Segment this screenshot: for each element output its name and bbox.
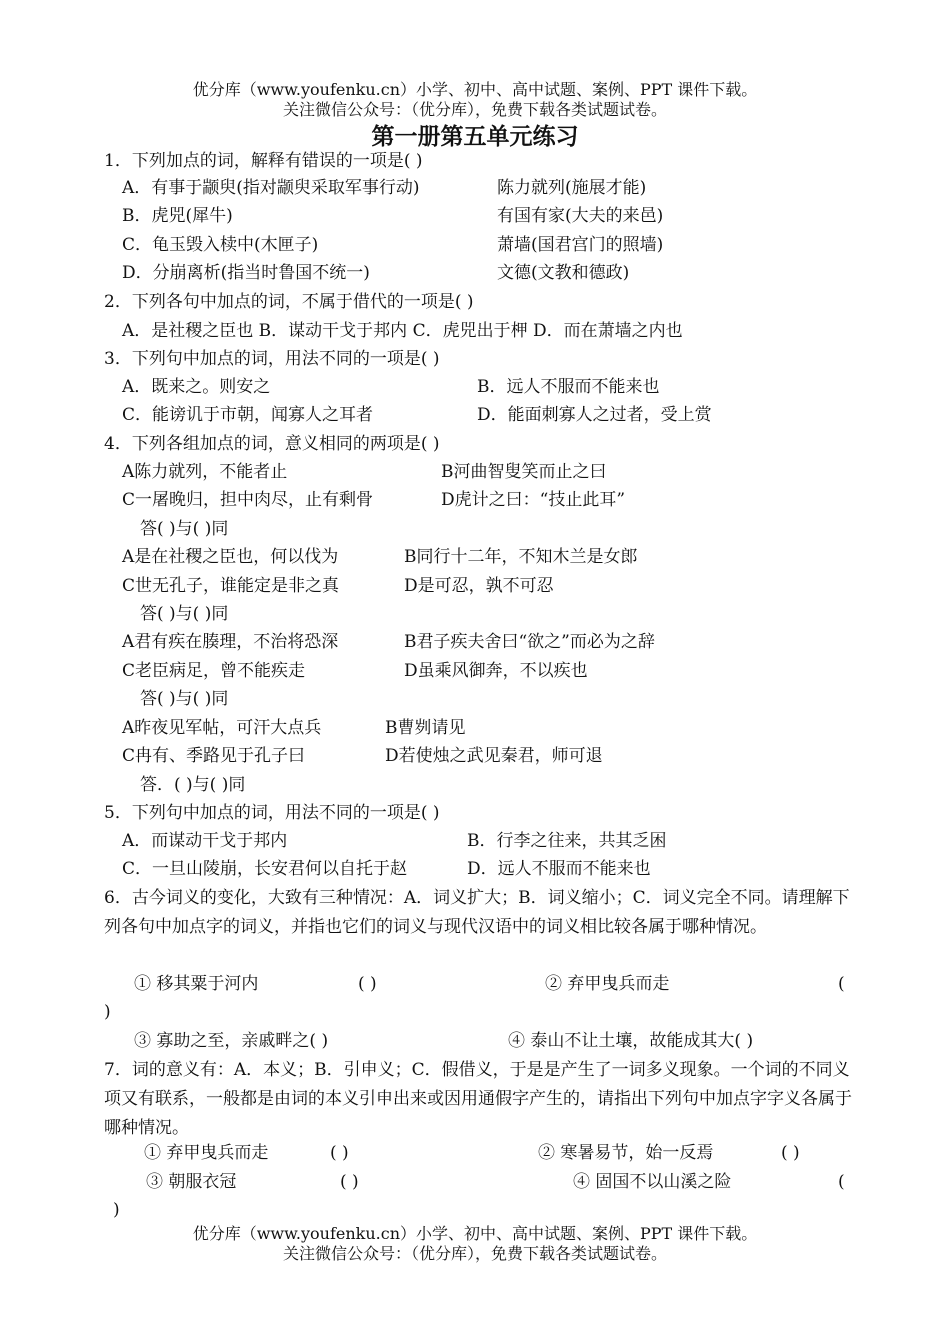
q6-paren-2-close: ) [104, 1002, 111, 1022]
q2-options: A．是社稷之臣也 B．谋动干戈于邦内 C．虎兕出于柙 D．而在萧墙之内也 [122, 321, 683, 341]
header-line-2: 关注微信公众号：（优分库），免费下载各类试题试卷。 [282, 100, 667, 119]
q5-option-d: D．远人不服而不能来也 [467, 859, 651, 879]
q6-paren-2-open: ( [838, 974, 845, 994]
q4-g4-b: B曹刿请见 [385, 718, 466, 738]
q7-paren-2: ( ) [781, 1143, 800, 1163]
q5-option-b: B．行李之往来，共其乏困 [467, 831, 667, 851]
q6-stem: 6．古今词义的变化，大致有三种情况：A．词义扩大；B．词义缩小；C．词义完全不同。请理解下列各句中加点字的词义，并指也它们的词义与现代汉语中的词义相比较各属于哪种情况。 [104, 888, 850, 937]
q6-item-2: ② 弃甲曳兵而走 [545, 974, 670, 994]
q6-item-1: ① 移其粟于河内 [134, 974, 259, 994]
q4-g3-c: C老臣病足，曾不能疾走 [122, 661, 306, 681]
q1-option-b-2: 有国有家(大夫的来邑) [497, 206, 664, 226]
q6-item-3: ③ 寡助之至，亲戚畔之( ) [134, 1031, 329, 1051]
q6-paren-1: ( ) [358, 974, 377, 994]
q4-g2-a: A是在社稷之臣也，何以伐为 [122, 547, 339, 567]
footer-line-1: 优分库（www.youfenku.cn）小学、初中、高中试题、案例、PPT 课件下载。 [192, 1224, 758, 1243]
q7-stem: 7．词的意义有：A．本义；B．引申义；C．假借义，于是是产生了一词多义现象。一个词的不同义项又有联系，一般都是由词的本义引申出来或因用通假字产生的，请指出下列句中加点字字义各属于哪种情况。 [104, 1060, 852, 1138]
footer-line-2: 关注微信公众号：（优分库），免费下载各类试题试卷。 [282, 1244, 667, 1263]
q1-option-c: C．龟玉毁入椟中(木匣子) [122, 235, 319, 255]
q1-option-c-2: 萧墙(国君宫门的照墙) [497, 235, 664, 255]
q4-g3-b: B君子疾夫舍曰“欲之”而必为之辞 [404, 632, 655, 652]
q4-g2-b: B同行十二年，不知木兰是女郎 [404, 547, 638, 567]
q4-g1-d: D虎计之曰：“技止此耳” [441, 490, 626, 510]
q4-g3-a: A君有疾在腠理，不治将恐深 [122, 632, 339, 652]
q4-g4-c: C冉有、季路见于孔子曰 [122, 746, 306, 766]
q4-g1-a: A陈力就列，不能者止 [122, 462, 288, 482]
q4-g4-d: D若使烛之武见秦君，师可退 [385, 746, 603, 766]
q5-option-a: A．而谋动干戈于邦内 [122, 831, 288, 851]
q2-stem: 2．下列各句中加点的词，不属于借代的一项是( ) [104, 292, 474, 312]
q5-stem: 5．下列句中加点的词，用法不同的一项是( ) [104, 803, 440, 823]
q1-option-d: D．分崩离析(指当时鲁国不统一) [122, 263, 370, 283]
q3-option-d: D．能面刺寡人之过者，受上赏 [477, 405, 712, 425]
q1-option-d-2: 文德(文教和德政) [497, 263, 630, 283]
q5-option-c: C．一旦山陵崩，长安君何以自托于赵 [122, 859, 408, 879]
q7-item-1: ① 弃甲曳兵而走 [144, 1143, 269, 1163]
q4-answer-3: 答( )与( )同 [140, 689, 229, 709]
q1-option-b: B．虎兕(犀牛) [122, 206, 233, 226]
q7-item-2: ② 寒暑易节，始一反焉 [538, 1143, 714, 1163]
q7-item-4: ④ 固国不以山溪之险 [573, 1172, 732, 1192]
q7-paren-3: ( ) [340, 1172, 359, 1192]
q3-option-a: A．既来之。则安之 [122, 377, 271, 397]
q4-g1-b: B河曲智叟笑而止之曰 [441, 462, 607, 482]
q4-answer-1: 答( )与( )同 [140, 519, 229, 539]
q1-stem: 1．下列加点的词，解释有错误的一项是( ) [104, 151, 423, 171]
q6-item-4: ④ 泰山不让土壤，故能成其大( ) [508, 1031, 754, 1051]
q7-paren-1: ( ) [330, 1143, 349, 1163]
q3-option-b: B．远人不服而不能来也 [477, 377, 660, 397]
q4-answer-2: 答( )与( )同 [140, 604, 229, 624]
q1-option-a: A．有事于颛臾(指对颛臾采取军事行动) [122, 178, 420, 198]
q7-paren-4-open: ( [838, 1172, 845, 1192]
q4-answer-4: 答．( )与( )同 [140, 775, 246, 795]
q4-g3-d: D虽乘风御奔，不以疾也 [404, 661, 588, 681]
q3-option-c: C．能谤讥于市朝，闻寡人之耳者 [122, 405, 374, 425]
q4-g4-a: A昨夜见军帖，可汗大点兵 [122, 718, 322, 738]
q4-stem: 4．下列各组加点的词，意义相同的两项是( ) [104, 434, 440, 454]
q3-stem: 3．下列句中加点的词，用法不同的一项是( ) [104, 349, 440, 369]
q7-paren-4-close: ) [113, 1200, 120, 1220]
q7-item-3: ③ 朝服衣冠 [146, 1172, 237, 1192]
q4-g2-d: D是可忍，孰不可忍 [404, 576, 554, 596]
header-line-1: 优分库（www.youfenku.cn）小学、初中、高中试题、案例、PPT 课件下载。 [192, 80, 758, 99]
page-title: 第一册第五单元练习 [371, 124, 579, 150]
q1-option-a-2: 陈力就列(施展才能) [497, 178, 647, 198]
q4-g2-c: C世无孔子，谁能定是非之真 [122, 576, 340, 596]
q4-g1-c: C一屠晚归，担中肉尽，止有剩骨 [122, 490, 374, 510]
